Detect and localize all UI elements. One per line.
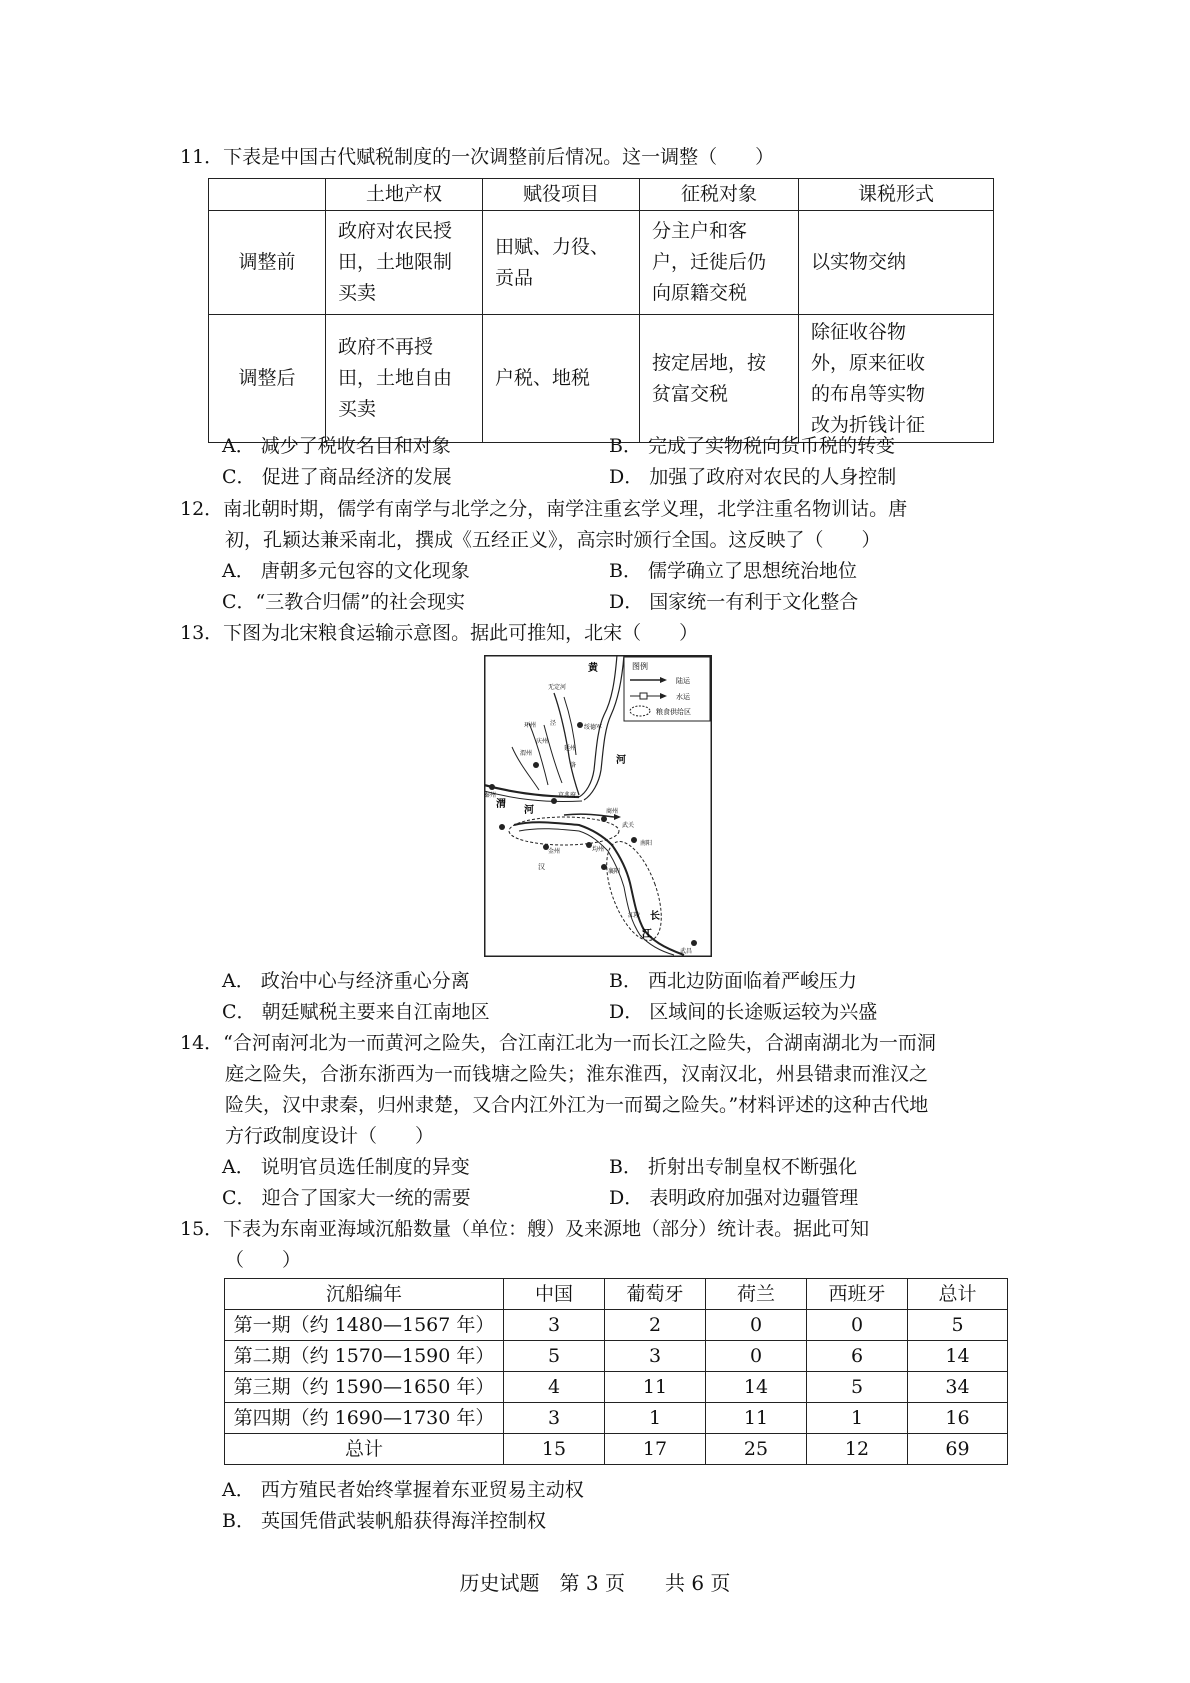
question-14-stem-line2: 庭之险失，合浙东浙西为一而钱塘之险失；淮东淮西，汉南汉北，州县错隶而淮汉之: [225, 1063, 929, 1085]
map-label: 商州: [606, 808, 619, 815]
question-12-stem-line1: 12．南北朝时期，儒学有南学与北学之分，南学注重玄学义理，北学注重名物训诂。唐: [180, 498, 908, 520]
table-cell: 3: [504, 1403, 605, 1434]
option-c[interactable]: C． 朝廷赋税主要来自江南地区: [222, 1001, 490, 1023]
table-header: 土地产权: [326, 179, 483, 211]
map-label: 南阳: [640, 840, 653, 847]
map-label: 均州: [592, 846, 605, 853]
table-header: 总计: [908, 1279, 1008, 1310]
table-row: [209, 211, 994, 315]
map-label: 金州: [548, 848, 561, 855]
table-header: 赋役项目: [483, 179, 640, 211]
option-a[interactable]: A． 减少了税收名目和对象: [222, 435, 451, 457]
option-c[interactable]: C．“三教合归儒”的社会现实: [222, 591, 465, 613]
question-15-stem-line1: 15．下表为东南亚海域沉船数量（单位：艘）及来源地（部分）统计表。据此可知: [180, 1218, 870, 1240]
table-cell: 田赋、力役、 贡品: [483, 211, 640, 315]
option-d[interactable]: D． 国家统一有利于文化整合: [609, 591, 859, 613]
question-15-stem-line2: （ ）: [225, 1249, 302, 1271]
question-11-stem: 11．下表是中国古代赋税制度的一次调整前后情况。这一调整（ ）: [180, 146, 775, 168]
table-cell: 1: [807, 1403, 908, 1434]
question-12-stem-line2: 初，孔颖达兼采南北，撰成《五经正义》，高宗时颁行全国。这反映了（ ）: [225, 529, 881, 551]
table-cell: 16: [908, 1403, 1008, 1434]
question-15-table: [224, 1278, 1008, 1465]
table-cell: 14: [706, 1372, 807, 1403]
table-cell: 17: [605, 1434, 706, 1465]
table-cell: 34: [908, 1372, 1008, 1403]
map-label: 河: [616, 755, 626, 766]
map-label: 河: [524, 805, 534, 816]
option-c[interactable]: C． 迎合了国家大一统的需要: [222, 1187, 471, 1209]
map-label: 长: [650, 911, 660, 922]
table-header: 沉船编年: [225, 1279, 504, 1310]
map-label: 渭: [496, 799, 506, 810]
option-a[interactable]: A． 说明官员选任制度的异变: [222, 1156, 470, 1178]
question-14-stem-line3: 险失，汉中隶秦，归州隶楚，又合内江外江为一而蜀之险失。”材料评述的这种古代地: [225, 1094, 929, 1116]
map-label: 无定河: [548, 684, 567, 691]
table-row: [225, 1341, 1008, 1372]
table-cell: 以实物交纳: [799, 211, 994, 315]
table-cell: 11: [605, 1372, 706, 1403]
option-b[interactable]: B． 完成了实物税向货币税的转变: [609, 435, 896, 457]
table-cell: 25: [706, 1434, 807, 1465]
table-cell: 分主户和客 户，迁徙后仍 向原籍交税: [640, 211, 799, 315]
question-14-stem-line1: 14．“合河南河北为一而黄河之险失，合江南江北为一而长江之险失，合湖南湖北为一而洞: [180, 1032, 936, 1054]
table-cell: 15: [504, 1434, 605, 1465]
table-cell: 户税、地税: [483, 315, 640, 443]
map-label: 黄: [588, 663, 598, 674]
table-cell: 第一期（约 1480—1567 年）: [225, 1310, 504, 1341]
map-label: 江: [642, 929, 652, 940]
map-label: 秦州: [484, 792, 497, 799]
table-cell: 0: [807, 1310, 908, 1341]
table-header: 西班牙: [807, 1279, 908, 1310]
table-header-empty: [209, 179, 326, 211]
table-cell: 3: [504, 1310, 605, 1341]
map-label: 京兆府: [558, 792, 577, 799]
legend-title: 图例: [632, 662, 648, 671]
table-cell: 12: [807, 1434, 908, 1465]
table-cell: 2: [605, 1310, 706, 1341]
table-cell: 第三期（约 1590—1650 年）: [225, 1372, 504, 1403]
map-label: 泾: [550, 720, 557, 727]
map-label: 延州: [564, 745, 577, 752]
table-cell: 政府不再授 田，土地自由 买卖: [326, 315, 483, 443]
option-d[interactable]: D． 加强了政府对农民的人身控制: [609, 466, 897, 488]
page-footer: 历史试题 第 3 页 共 6 页: [459, 1571, 731, 1595]
option-b[interactable]: B． 折射出专制皇权不断强化: [609, 1156, 858, 1178]
table-cell: 5: [908, 1310, 1008, 1341]
table-cell: 4: [504, 1372, 605, 1403]
northern-song-grain-transport-map: [484, 655, 712, 957]
map-label: 环州: [524, 722, 537, 729]
table-cell: 5: [504, 1341, 605, 1372]
table-header-row: [225, 1279, 1008, 1310]
legend-label: 陆运: [676, 678, 690, 685]
option-a[interactable]: A． 政治中心与经济重心分离: [222, 970, 470, 992]
map-label: 江陵: [628, 912, 641, 919]
question-14-stem-line4: 方行政制度设计（ ）: [225, 1125, 435, 1147]
table-cell: 0: [706, 1341, 807, 1372]
option-b[interactable]: B． 儒学确立了思想统治地位: [609, 560, 858, 582]
legend-label: 水运: [676, 694, 690, 701]
table-cell: 5: [807, 1372, 908, 1403]
option-d[interactable]: D． 区域间的长途贩运较为兴盛: [609, 1001, 878, 1023]
table-cell: 第二期（约 1570—1590 年）: [225, 1341, 504, 1372]
table-cell: 0: [706, 1310, 807, 1341]
legend-label: 粮食供给区: [656, 709, 691, 716]
map-label: 绥德军: [584, 724, 603, 731]
table-cell: 69: [908, 1434, 1008, 1465]
map-label: 汉: [538, 863, 545, 871]
table-cell: 按定居地，按 贫富交税: [640, 315, 799, 443]
table-row: [209, 315, 994, 443]
row-label: 调整前: [209, 211, 326, 315]
table-cell: 3: [605, 1341, 706, 1372]
question-11-table: [208, 178, 994, 443]
option-d[interactable]: D． 表明政府加强对边疆管理: [609, 1187, 859, 1209]
map-label: 武昌: [680, 948, 693, 955]
row-label: 调整后: [209, 315, 326, 443]
question-13-stem: 13．下图为北宋粮食运输示意图。据此可推知，北宋（ ）: [180, 622, 699, 644]
table-row: [225, 1310, 1008, 1341]
table-row: [225, 1403, 1008, 1434]
table-cell: 11: [706, 1403, 807, 1434]
map-label: 洛: [570, 762, 577, 769]
table-cell: 总计: [225, 1434, 504, 1465]
table-cell: 6: [807, 1341, 908, 1372]
table-cell: 1: [605, 1403, 706, 1434]
table-cell: 除征收谷物 外，原来征收 的布帛等实物 改为折钱计征: [799, 315, 994, 443]
option-a[interactable]: A． 唐朝多元包容的文化现象: [222, 560, 470, 582]
table-row: [225, 1434, 1008, 1465]
map-label: 庆州: [536, 738, 549, 745]
map-label: 渭州: [520, 750, 533, 757]
map-label: 襄阳: [608, 868, 621, 875]
table-header: 中国: [504, 1279, 605, 1310]
table-row: [225, 1372, 1008, 1403]
table-header: 荷兰: [706, 1279, 807, 1310]
option-b[interactable]: B． 西北边防面临着严峻压力: [609, 970, 858, 992]
map-label: 武关: [622, 822, 635, 829]
table-cell: 政府对农民授 田，土地限制 买卖: [326, 211, 483, 315]
table-cell: 第四期（约 1690—1730 年）: [225, 1403, 504, 1434]
table-header: 征税对象: [640, 179, 799, 211]
option-c[interactable]: C． 促进了商品经济的发展: [222, 466, 452, 488]
option-a[interactable]: A． 西方殖民者始终掌握着东亚贸易主动权: [222, 1479, 584, 1501]
option-b[interactable]: B． 英国凭借武装帆船获得海洋控制权: [222, 1510, 547, 1532]
table-header: 课税形式: [799, 179, 994, 211]
table-cell: 14: [908, 1341, 1008, 1372]
table-header: 葡萄牙: [605, 1279, 706, 1310]
